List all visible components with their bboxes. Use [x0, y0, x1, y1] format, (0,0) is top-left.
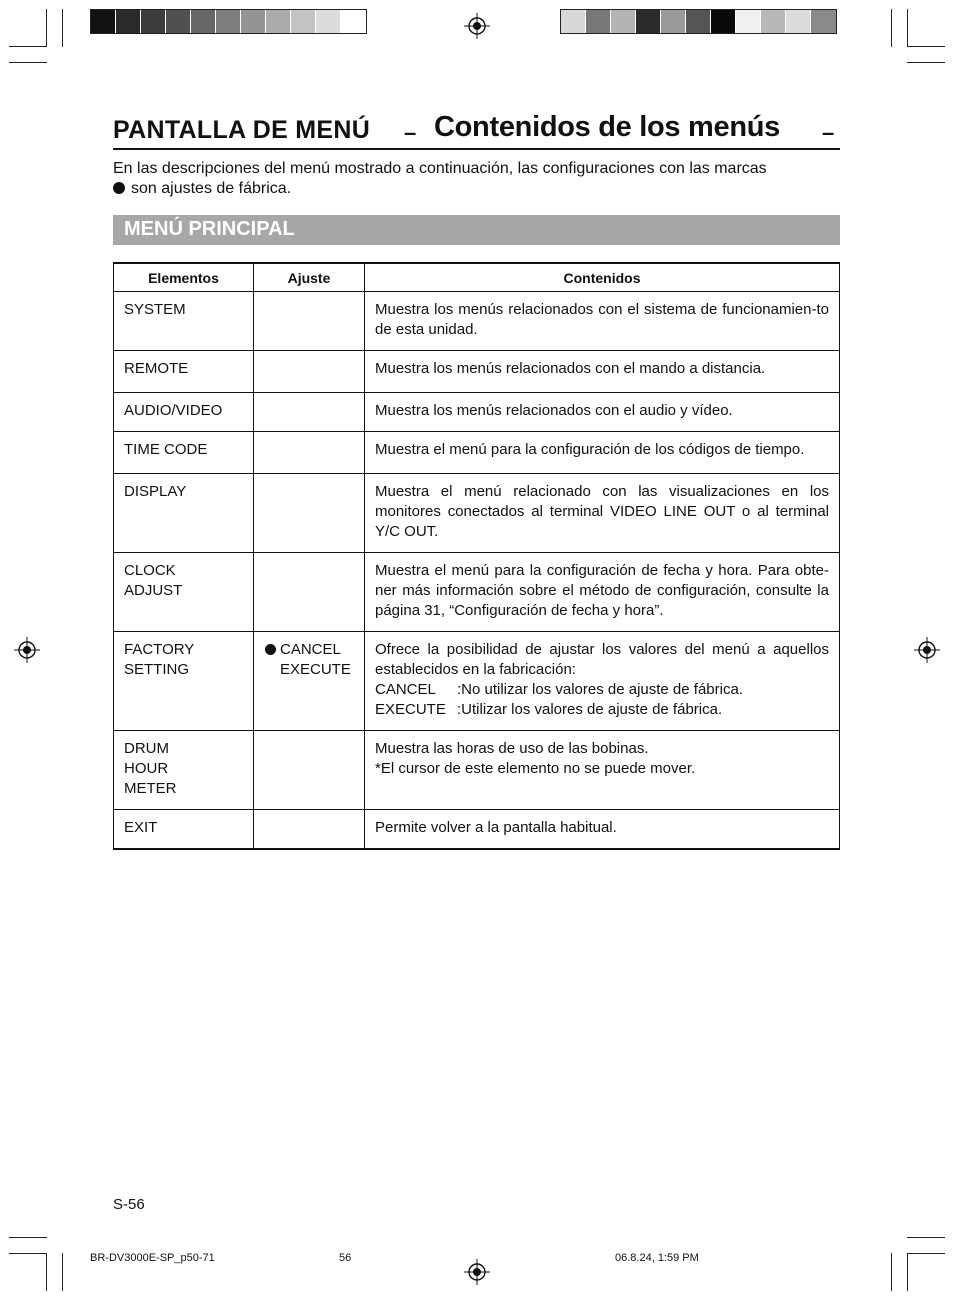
menu-item-label: DRUM [124, 740, 169, 757]
content-cell [365, 632, 840, 731]
content-text: Ofrece la posibilidad de ajustar los valores del menú a aquellos establecidos en la fabricación: [375, 641, 829, 678]
option-description: :Utilizar los valores de ajuste de fábrica. [457, 701, 723, 718]
setting-cell [254, 292, 365, 351]
print-timestamp: 06.8.24, 1:59 PM [615, 1252, 699, 1264]
title-dash-end: – [822, 120, 835, 145]
color-swatch [166, 10, 191, 33]
table-row [114, 351, 840, 393]
menu-item-cell [114, 553, 254, 632]
color-swatch [141, 10, 166, 33]
table-row [114, 553, 840, 632]
content-text: Muestra el menú para la configuración de los códigos de tiempo. [375, 441, 805, 458]
color-swatch-bar-left [90, 9, 367, 34]
setting-cell [254, 393, 365, 432]
content-cell [365, 474, 840, 553]
color-swatch [191, 10, 216, 33]
content-text: Muestra las horas de uso de las bobinas. [375, 740, 649, 757]
menu-item-label: SYSTEM [124, 301, 186, 318]
color-swatch [266, 10, 291, 33]
setting-option: CANCEL [280, 641, 341, 658]
content-text: *El cursor de este elemento no se puede mover. [375, 760, 696, 777]
option-key: EXECUTE [375, 701, 446, 718]
menu-item-label: ADJUST [124, 582, 183, 599]
setting-option: EXECUTE [280, 661, 351, 678]
setting-cell [254, 731, 365, 810]
color-swatch [661, 10, 686, 33]
setting-cell [254, 432, 365, 474]
menu-item-label: EXIT [124, 819, 158, 836]
color-swatch [341, 10, 366, 33]
color-swatch [761, 10, 786, 33]
page-title-sub: Contenidos de los menús [434, 111, 780, 143]
menu-item-label: CLOCK [124, 562, 176, 579]
table-row [114, 292, 840, 351]
registration-mark-icon [464, 1259, 490, 1285]
option-description: :No utilizar los valores de ajuste de fábrica. [457, 681, 743, 698]
color-swatch [711, 10, 736, 33]
menu-item-label: METER [124, 780, 177, 797]
registration-mark-icon [14, 637, 40, 663]
color-swatch [786, 10, 811, 33]
menu-item-cell [114, 632, 254, 731]
page-title-main: PANTALLA DE MENÚ [113, 116, 371, 144]
color-swatch [586, 10, 611, 33]
table-row [114, 393, 840, 432]
section-header [113, 215, 840, 245]
setting-cell [254, 810, 365, 850]
color-swatch [636, 10, 661, 33]
menu-item-cell [114, 731, 254, 810]
color-swatch [216, 10, 241, 33]
print-file-name: BR-DV3000E-SP_p50-71 [90, 1252, 215, 1264]
content-cell [365, 731, 840, 810]
menu-item-cell [114, 432, 254, 474]
registration-mark-icon [464, 13, 490, 39]
intro-paragraph [113, 159, 843, 199]
setting-cell [254, 632, 365, 731]
column-header-ajuste: Ajuste [254, 263, 365, 292]
color-swatch [811, 10, 836, 33]
menu-item-label: DISPLAY [124, 483, 187, 500]
page-title [113, 110, 840, 150]
content-cell [365, 351, 840, 393]
menu-item-cell [114, 393, 254, 432]
content-text: Muestra el menú para la configuración de fecha y hora. Para obte-ner más información sobre el método de configuración, consulte la página 31, “Configuración de fecha y hora”. [375, 562, 829, 619]
color-swatch [116, 10, 141, 33]
menu-item-label: REMOTE [124, 360, 189, 377]
menu-item-label: TIME CODE [124, 441, 208, 458]
table-row [114, 810, 840, 850]
column-header-elementos: Elementos [114, 263, 254, 292]
table-row [114, 432, 840, 474]
color-swatch [686, 10, 711, 33]
content-cell [365, 553, 840, 632]
table-header-row [114, 263, 840, 292]
content-text: Permite volver a la pantalla habitual. [375, 819, 617, 836]
intro-line-2: son ajustes de fábrica. [131, 180, 292, 197]
menu-item-cell [114, 351, 254, 393]
intro-line-1: En las descripciones del menú mostrado a continuación, las configuraciones con las marcas [113, 160, 767, 177]
content-cell [365, 393, 840, 432]
content-text: Muestra el menú relacionado con las visualizaciones en los monitores conectados al terminal VIDEO LINE OUT o al terminal Y/C OUT. [375, 483, 829, 540]
table-row [114, 632, 840, 731]
menu-item-cell [114, 474, 254, 553]
page-number: S-56 [113, 1196, 145, 1213]
setting-cell [254, 474, 365, 553]
content-text: Muestra los menús relacionados con el mando a distancia. [375, 360, 766, 377]
menu-item-label: HOUR [124, 760, 169, 777]
content-cell [365, 432, 840, 474]
menu-item-label: AUDIO/VIDEO [124, 402, 223, 419]
color-swatch-bar-right [560, 9, 837, 34]
title-dash: – [404, 120, 417, 145]
content-cell [365, 810, 840, 850]
content-cell [365, 292, 840, 351]
registration-mark-icon [914, 637, 940, 663]
factory-default-dot-icon [265, 644, 276, 655]
print-sheet-number: 56 [339, 1252, 352, 1264]
menu-table [113, 262, 840, 850]
menu-item-label: FACTORY [124, 641, 195, 658]
table-row [114, 474, 840, 553]
column-header-contenidos: Contenidos [365, 263, 840, 292]
color-swatch [611, 10, 636, 33]
color-swatch [241, 10, 266, 33]
color-swatch [561, 10, 586, 33]
content-text: Muestra los menús relacionados con el sistema de funcionamien-to de esta unidad. [375, 301, 829, 338]
color-swatch [291, 10, 316, 33]
color-swatch [736, 10, 761, 33]
section-title: MENÚ PRINCIPAL [124, 218, 295, 240]
content-text: Muestra los menús relacionados con el audio y vídeo. [375, 402, 733, 419]
factory-default-dot-icon [113, 182, 125, 194]
color-swatch [316, 10, 341, 33]
option-key: CANCEL [375, 681, 436, 698]
color-swatch [91, 10, 116, 33]
menu-item-label: SETTING [124, 661, 190, 678]
menu-item-cell [114, 810, 254, 850]
menu-item-cell [114, 292, 254, 351]
setting-cell [254, 351, 365, 393]
setting-cell [254, 553, 365, 632]
table-row [114, 731, 840, 810]
